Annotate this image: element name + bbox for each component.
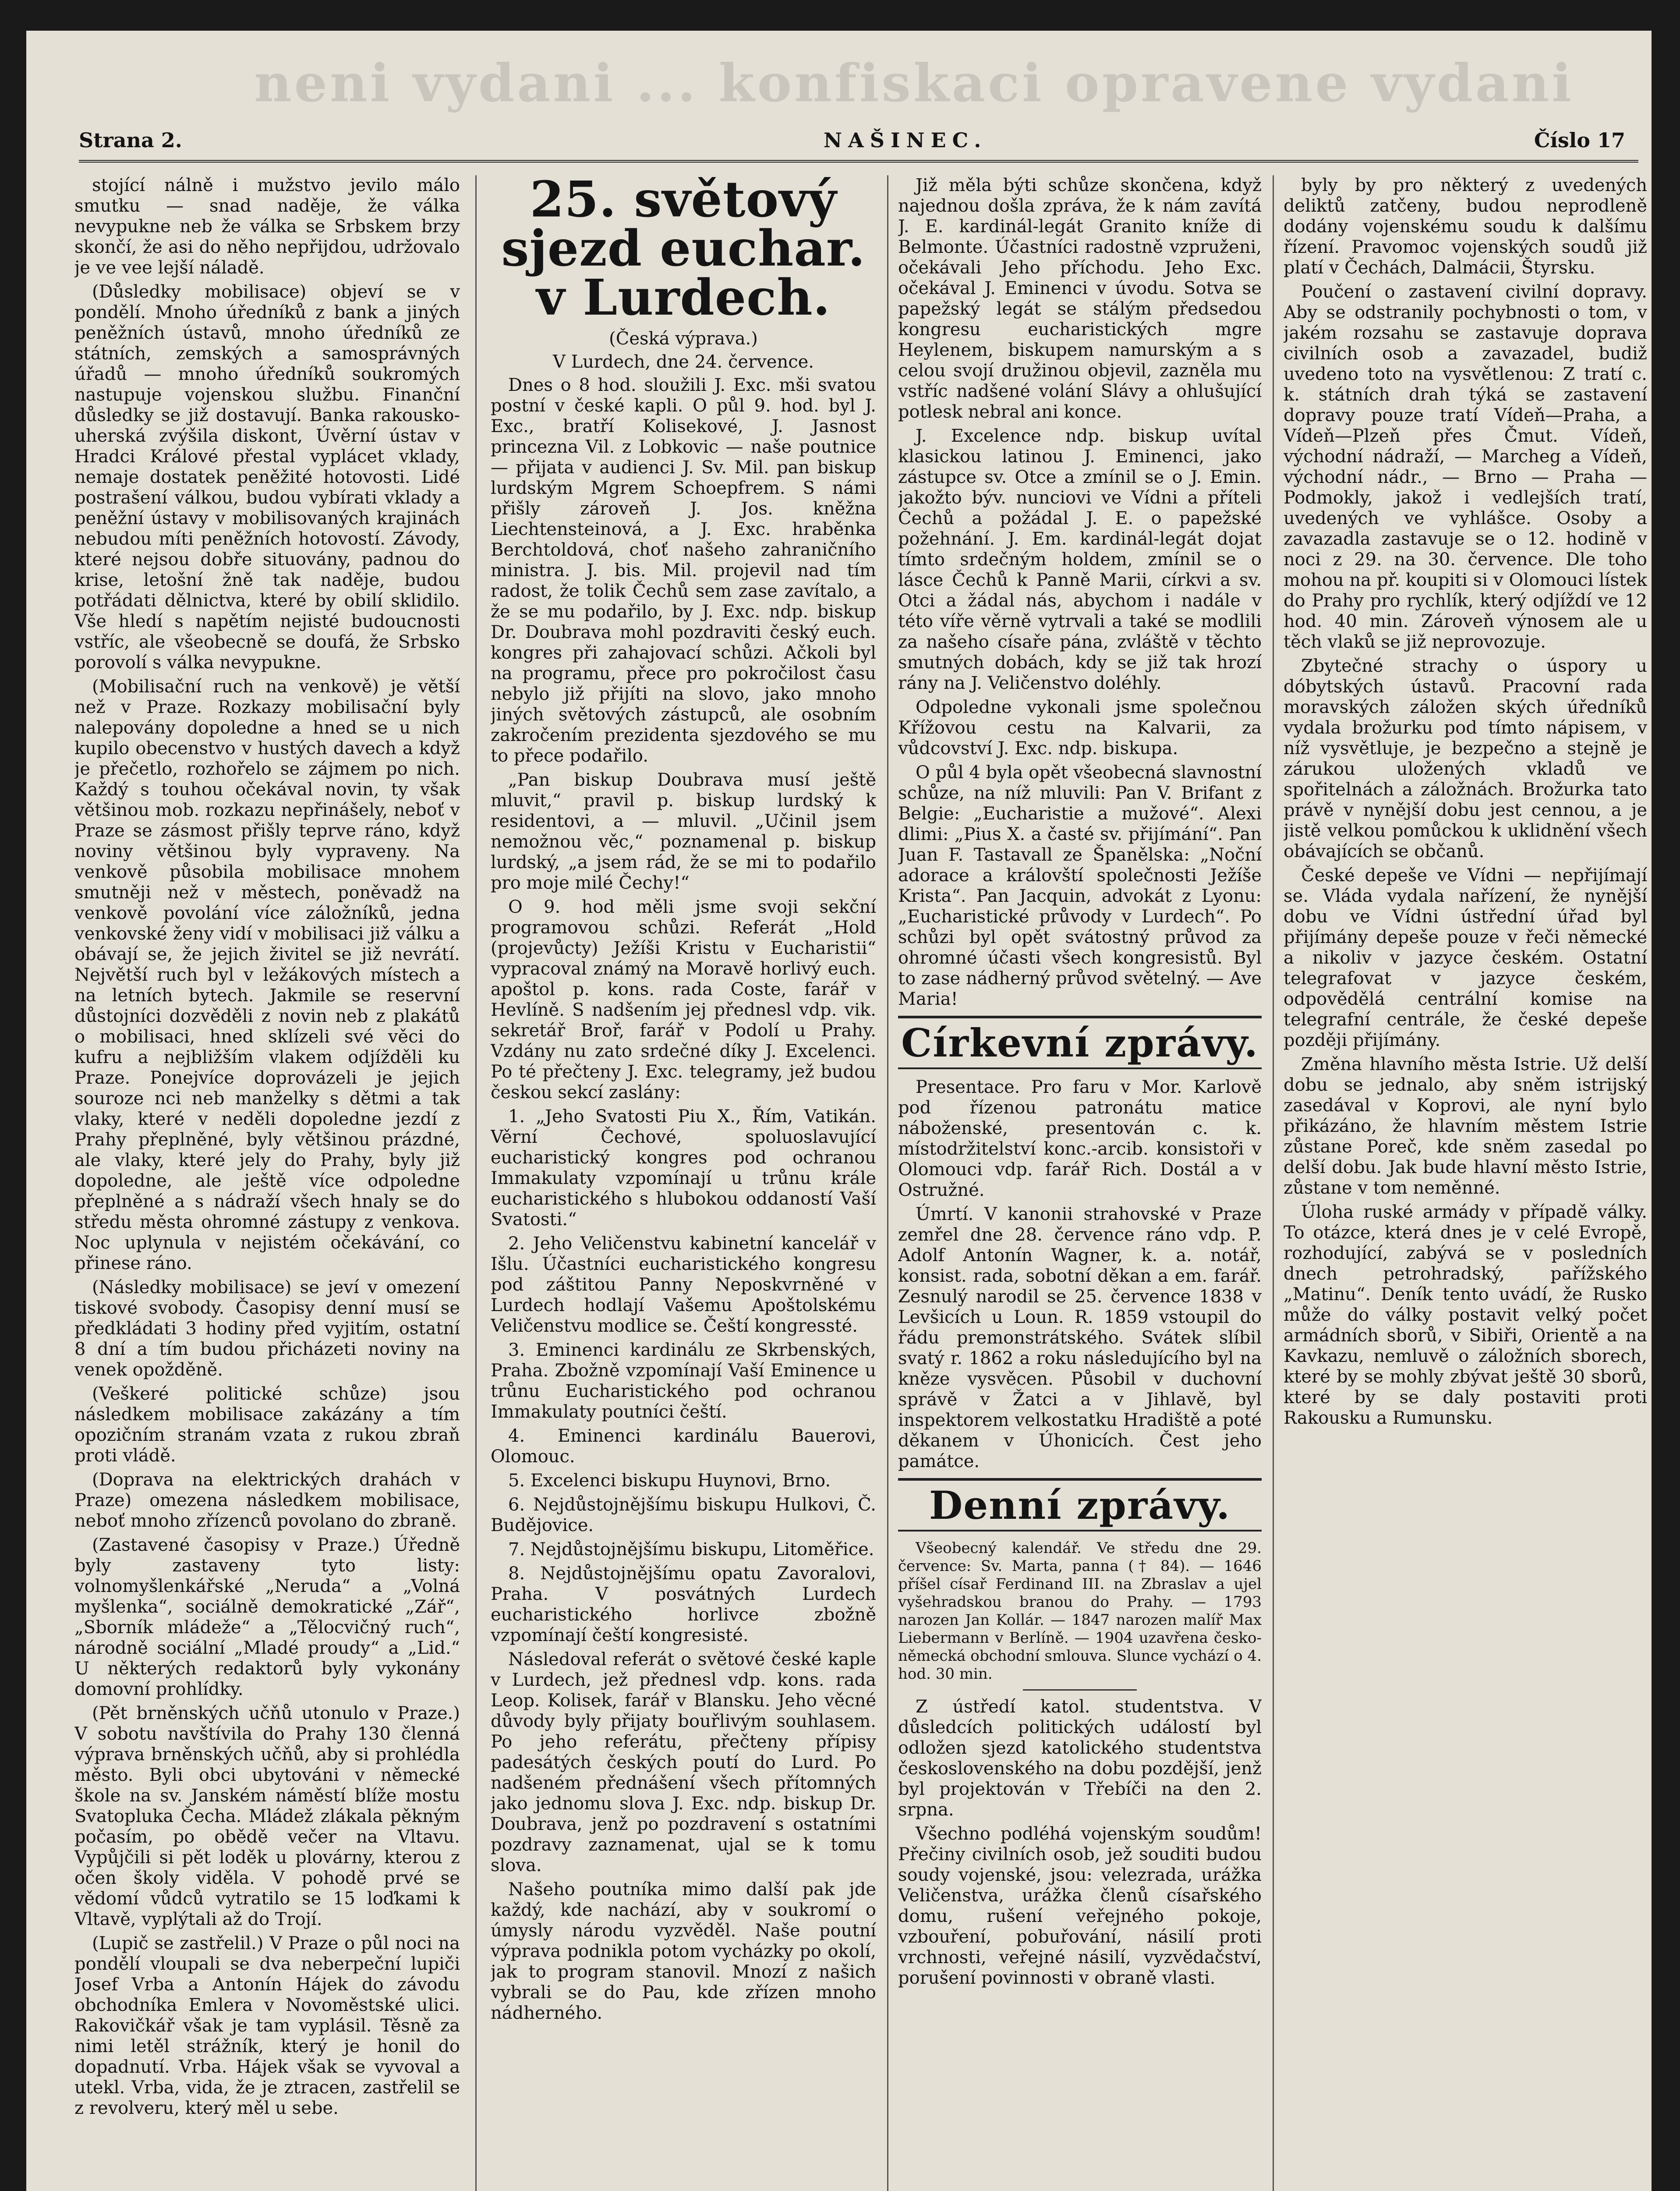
article-paragraph: (Pět brněnských učňů utonulo v Praze.) V sobotu navštívila do Prahy 130 členná výprava brněnských učňů, aby si prohlédla město. Byli obci ubytováni v německé škole na sv. Janském náměstí blíže mostu Svatopluka Čecha. Mládež zlákala pěkným počasím, po obědě večer na Vltavu. Vypůjčili si pět loděk u plovárny, kterou z očen školy viděla. V pohodě prvé se vědomí vůdců vytratilo se 15 loďkami k Vltavě, vyplýtali až do Trojí. — [74, 1703, 460, 1929]
article-paragraph: (Doprava na elektrických drahách v Praze) omezena následkem mobilisace, neboť mnoho zřízenců povolano do zbraně. — [74, 1470, 460, 1531]
ghost-bleed-through-text: neni vydani ... konfiskaci opravene vydani — [254, 53, 1574, 113]
article-paragraph: 1. „Jeho Svatosti Piu X., Řím, Vatikán. Věrní Čechové, spoluoslavující eucharistický kongres pod ochranou Immakulaty vzpomínají u trůnu krále eucharistického s hlubokou oddaností Vaší Svatosti.“ — [491, 1106, 876, 1230]
article-dateline: V Lurdech, dne 24. července. — [552, 352, 814, 372]
article-paragraph: 8. Nejdůstojnějšímu opatu Zavoralovi, Praha. V posvátných Lurdech eucharistického horlivce zbožně vzpomínají čeští kongresisté. — [491, 1563, 876, 1645]
section-heading-box — [898, 1478, 1262, 1532]
column-rule — [887, 175, 888, 2191]
news-item: Poučení o zastavení civilní dopravy. Aby se odstranily pochybnosti o tom, v jakém rozsahu se zastavuje doprava civilních osob a zavazadel, budiž uvedeno toto na vysvětlenou: Z tratí c. k. státních drah týká se zastavení dopravy pouze tratí Vídeň—Praha, a Vídeň—Plzeň přes Čmut. Vídeň, východní nádraží, — Marcheg a Vídeň, východní nádr., — Brno — Praha — Podmokly, jakož i vedlejších tratí, uvedených ve vyhlášce. Osoby a zavazadla zastavuje se o 12. hodině v noci z 29. na 30. července. Dle toho mohou na př. koupiti si v Olomouci lístek do Prahy pro rychlík, který odjíždí ve 12 hod. 40 min. Zároveň výnosem ale u těch vlaků se již neprovozuje. — [1284, 282, 1647, 652]
column-1 — [74, 175, 460, 2191]
article-paragraph: Již měla býti schůze skončena, když najednou došla zpráva, že k nám zavítá J. E. kardinál-legát Granito kníže di Belmonte. Účastníci radostně vzpruženi, očekávali Jeho příchodu. Jeho Exc. očekával J. Eminenci v úvodu. Sotva se papežský legát se stálým předsedou kongresu eucharistických mgre Heylenem, biskupem namurským a s celou svojí družinou objevil, zazněla mu vstříc nadšené volání Slávy a ohlušující potlesk nebral ani konce. — [898, 175, 1262, 422]
issue-number: Číslo 17 — [1534, 128, 1625, 152]
article-paragraph: „Pan biskup Doubrava musí ještě mluvit,“ pravil p. biskup lurdský k residentovi, a — mluvil. „Učinil jsem nemožnou věc,“ poznamenal p. biskup lurdský, „a jsem rád, že se mi to podařilo pro moje milé Čechy!“ — [491, 770, 876, 893]
article-paragraph: (Lupič se zastřelil.) V Praze o půl noci na pondělí vloupali se dva neberpeční lupiči Josef Vrba a Antonín Hájek do závodu obchodníka Emlera v Novoměstské ulici. Rakovičkář však je tam vyplásil. Těsně za nimi letěl strážník, který je honil do dopadnutí. Vrba. Hájek však se vyvoval a utekl. Vrba, vida, že je ztracen, zastřelil se z revolveru, který měl u sebe. — [74, 1933, 460, 2118]
article-paragraph: Následoval referát o světové české kaple v Lurdech, jež přednesl vdp. kons. rada Leop. Kolisek, farář v Blansku. Jeho věcné důvody byly přijaty bouřlivým souhlasem. Po jeho referátu, přečteny přípisy padesátých českých poutí do Lurd. Po nadšeném přednášení všech přítomných jako jednomu slova J. Exc. ndp. biskup Dr. Doubrava, jenž po pozdravení s ostatními pozdravy zaznamenat, ujal se k tomu slova. — [491, 1649, 876, 1875]
section-heading-box — [898, 1016, 1262, 1069]
section-title-daily-news: Denní zprávy. — [929, 1482, 1231, 1528]
column-2 — [491, 175, 876, 2191]
article-paragraph: O půl 4 byla opět všeobecná slavnostní schůze, na níž mluvili: Pan V. Brifant z Belgie: „Eucharistie a mužové“. Alexi dlimi: „Pius X. a časté sv. přijímání“. Pan Juan F. Tastavall ze Španělska: „Noční adorace a královští společnosti Ježíše Krista“. Pan Jacquin, advokát z Lyonu: „Eucharistické průvody v Lurdech“. Po schůzi byl opět svátostný průvod za ohromné účasti všech kongresistů. Byl to zase nádherný průvod světelný. — Ave Maria! — [898, 762, 1262, 1009]
article-paragraph: 2. Jeho Veličenstvu kabinetní kancelář v Išlu. Účastníci eucharistického kongresu pod záštitou Panny Neposkvrněné v Lurdech hodlají Vašemu Apoštolskému Veličenstvu modlice se. Čeští kongressté. — [491, 1234, 876, 1336]
article-subtitle: (Česká výprava.) — [609, 329, 758, 349]
article-paragraph: J. Excelence ndp. biskup uvítal klasickou latinou J. Eminenci, jako zástupce sv. Otce a zmínil se o J. Emin. jakožto býv. nunciovi ve Vídni a příteli Čechů a požádal J. E. o papežské požehnání. J. Em. kardinál-legát dojat tímto srdečným holdem, zmínil se o lásce Čechů k Panně Marii, církvi a sv. Otci a žádal nás, abychom i nadále v této víře věrně vytrvali a také se modlili za našeho císaře pána, zvláště v těchto smutných dobách, kdy se již tak hrozí rány na J. Veličenstvo doléhly. — [898, 426, 1262, 693]
column-rule — [475, 175, 477, 2191]
article-paragraph: 4. Eminenci kardinálu Bauerovi, Olomouc. — [491, 1426, 876, 1467]
article-paragraph: 6. Nejdůstojnějšímu biskupu Hulkovi, Č. Budějovice. — [491, 1495, 876, 1535]
news-item: Úmrtí. V kanonii strahovské v Praze zemřel dne 28. července ráno vdp. P. Adolf Antonín Wagner, k. a. notář, konsist. rada, sobotní děkan a em. farář. Zesnulý narodil se 25. července 1838 v Levšicích u Loun. R. 1859 vstoupil do řádu premonstrátského. Svátek slíbil svatý r. 1862 a roku následujícího byl na kněze vysvěcen. Působil v duchovní správě v Žatci a v Jihlavě, byl inspektorem velkostatku Hradiště a poté děkanem v Úhonicích. Čest jeho památce. — [898, 1204, 1262, 1471]
article-paragraph: (Následky mobilisace) se jeví v omezení tiskové svobody. Časopisy denní musí se předkládati 3 hodiny před vyjitím, ostatní 8 dní a tím budou přicházeti noviny na venek opožděně. — [74, 1277, 460, 1380]
article-paragraph: (Mobilisační ruch na venkově) je větší než v Praze. Rozkazy mobilisační byly nalepovány dopoledne a hned se u nich kupilo obecenstvo v hustých davech a když je přečetlo, rozhořelo se zájmem po nich. Každý s touhou očekával novin, ty však většinou mob. rozkazu nepřinášely, neboť v Praze se zásmost přišly teprve ráno, když noviny většinou byly vypraveny. Na venkově působila mobilisace mnohem smutněji než v městech, poněvadž na venkově povolání více záložníků, jedna venkovské ženy vidí v mobilisaci již válku a obávají se, že jejich živitel se již nevrátí. Největší ruch byl v ležákových místech a na letních bytech. Jakmile se reservní důstojníci dozvěděli z novin neb z plakátů o mobilisaci, hned sklízeli své věci do kufru a nejbližším vlakem odjížděli ku Praze. Ponejvíce doprovázeli je jejich souroze nci neb manželky s dětmi a tak vlaky, které v neděli dopoledne jezdí z Prahy přeplněné, byly většinou prázdné, ale vlaky, které jely do Prahy, byly již dopoledne, ale ještě více odpoledne přeplněné a s nádraží všech hnaly se do středu města ohromné zástupy z venkova. Noc uplynula v nejistém očekávání, co přinese ráno. — [74, 677, 460, 1273]
news-item: Zbytečné strachy o úspory u dóbytských ústavů. Pracovní rada moravských záložen ských úředníků vydala brožurku pod tímto nápisem, v níž vysvětluje, je bezpečno a stejně je zárukou uložených vkladů ve spořitelnách a záložnách. Brožurka tato právě v nynější dobu jest cennou, a je jistě velkou pomůckou k uklidnění všech obávajících se občanů. — [1284, 656, 1647, 862]
article-paragraph: 7. Nejdůstojnějšímu biskupu, Litoměřice. — [508, 1539, 874, 1560]
article-paragraph: (Zastavené časopisy v Praze.) Úředně byly zastaveny tyto listy: volnomyšlenkářské „Neruda“ a „Volná myšlenka“, sociálně demokratické „Zář“, „Sborník mládeže“ a „Tělocvičný ruch“, národně sociální „Mladé proudy“ a „Lid.“ U některých redaktorů byly vykonány domovní prohlídky. — [74, 1535, 460, 1699]
separator — [1023, 1689, 1137, 1691]
article-paragraph: O 9. hod měli jsme svoji sekční programovou schůzi. Referát „Hold (projevůcty) Ježíši Kristu v Eucharistii“ vypracoval známý na Moravě horlivý euch. apoštol p. kons. rada Coste, farář v Hevlíně. S nadšením jej přednesl vdp. vik. sekretář Broř, farář v Podolí u Prahy. Vzdány nu zato srdečné díky J. Excelenci. Po té přečteny J. Exc. telegramy, jež budou českou sekcí zaslány: — [491, 897, 876, 1103]
page-number: Strana 2. — [79, 128, 182, 152]
page-header — [79, 125, 1638, 163]
article-paragraph: Dnes o 8 hod. sloužili J. Exc. mši svatou postní v české kapli. O půl 9. hod. byl J. Exc., bratří Kolisekové, J. Jasnost princezna Vil. z Lobkovic — naše poutnice — přijata v audienci J. Sv. Mil. pan biskup lurdským Mgrem Schoepfrem. S námi přišly zároveň J. Jos. kněžna Liechtensteinová, a J. Exc. hraběnka Berchtoldová, choť našeho zahraničního ministra. J. bis. Mil. projevil nad tím radost, že tolik Čechů sem zase zavítalo, a že se mu podařilo, by J. Exc. ndp. biskup Dr. Doubrava mohl pozdraviti český euch. kongres při zahajovací schůzi. Ačkoli byl na programu, přece pro pokročilost času nebylo již přijíti na slovo, jako mnoho jiných světových zástupců, ale osobním zakročením prezidenta sjezdového se mu to přece podařilo. — [491, 375, 876, 766]
article-paragraph: stojící nálně i mužstvo jevilo málo smutku — snad naděje, že válka nevypukne neb že válka se Srbskem brzy skončí, že asi do něho nepřijdou, udržovalo je ve vee lejší náladě. — [74, 175, 460, 278]
column-3 — [898, 175, 1262, 2191]
article-paragraph: (Důsledky mobilisace) objeví se v pondělí. Mnoho úředníků z bank a jiných peněžních ústavů, mnoho úředníků ze státních, zemských a samosprávných úřadů — mnoho úředníků soukromých nastupuje vojenskou službu. Finanční důsledky se již dostavují. Banka rakousko-uherská zvýšila diskont, Úvěrní ústav v Hradci Králové přestal vyplácet vklady, nemaje dostatek peněžité hotovosti. Lidé postrašení válkou, budou vybírati vklady a peněžní ústavy v mobilisovaných krajinách nebudou míti peněžních hotovostí. Závody, které nejsou dobře situovány, padnou do krise, letošní žně tak naděje, budou potřádati dělnictva, které by obilí sklidilo. Vše hledí s napětím nejisté budoucnosti vstříc, ale všeobecně se doufá, že Srbsko porovolí s válka nevypukne. — [74, 282, 460, 673]
masthead: NAŠINEC. — [824, 128, 987, 152]
article-paragraph: 3. Eminenci kardinálu ze Skrbenských, Praha. Zbožně vzpomínají Vaší Eminence u trůnu Eucharistického pod ochranou Immakulaty poutníci čeští. — [491, 1340, 876, 1422]
news-item: Všeobecný kalendář. Ve středu dne 29. července: Sv. Marta, panna († 84). — 1646 příšel císař Ferdinand III. na Zbraslav a ujel vyšehradskou branou do Prahy. — 1793 narozen Jan Kollár. — 1847 narozen malíř Max Liebermann v Berlíně. — 1904 uzavřena česko-německá obchodní smlouva. Slunce vychází o 4. hod. 30 min. — [898, 1539, 1262, 1683]
column-rule — [1273, 175, 1274, 2191]
article-paragraph: Odpoledne vykonali jsme společnou Křížovou cestu na Kalvarii, za vůdcovství J. Exc. ndp. biskupa. — [898, 697, 1262, 759]
article-paragraph: Našeho poutníka mimo další pak jde každý, kde nachází, aby v soukromí o úmysly národu vyzvěděl. Naše poutní výprava podnikla potom vycházky po okolí, jak to program stanovil. Mnozí z našich vybrali se do Pau, kde zřízen mnoho nádherného. — [491, 1879, 876, 2023]
article-paragraph: (Veškeré politické schůze) jsou následkem mobilisace zakázány a tím opozičním stranám vzata z rukou zbraň proti vládě. — [74, 1384, 460, 1466]
news-item: Úloha ruské armády v případě války. To otázce, která dnes je v celé Evropě, rozhodující, zabývá se v posledních dnech petrohradský, pařížského „Matinu“. Deník tento uvádí, že Rusko může do války postavit velký počet armádních sborů, v Sibiři, Orientě a na Kavkazu, nemluvě o záložních sborech, které by se mohly zbývat ještě 30 sborů, které by se daly postaviti proti Rakousku a Rumunsku. — [1284, 1202, 1647, 1428]
column-4 — [1284, 175, 1647, 2191]
news-item: Všechno podléhá vojenským soudům! Přečiny civilních osob, jež souditi budou soudy vojenské, jsou: velezrada, urážka Veličenstva, urážka členů císařského domu, rušení veřejného pokoje, vzbouření, pobuřování, násilí proti vrchnosti, veřejné násilí, vyzvědačství, porušení povinnosti v obraně vlasti. — [898, 1824, 1262, 1988]
news-item: České depeše ve Vídni — nepřijímají se. Vláda vydala nařízení, že nynější dobu ve Vídni ústřední úřad byl přijímány depeše pouze v řeči německé a nikoliv v jazyce českém. Ostatní telegrafovat v jazyce českém, odpovědělá centrální komise na telegrafní centrále, že české depeše později přijímány. — [1284, 865, 1647, 1050]
news-item: Z ústředí katol. studentstva. V důsledcích politických událostí byl odložen sjezd katolického studentstva československého na dobu pozdější, jenž byl projektován v Třebíči na den 2. srpna. — [898, 1697, 1262, 1820]
section-title-church-news: Církevní zprávy. — [901, 1020, 1259, 1066]
newspaper-page — [26, 31, 1652, 2191]
news-item: Změna hlavního města Istrie. Už delší dobu se jednalo, aby sněm istrijský zasedával v Koprovi, ale nyní bylo přikázáno, že hlavním městem Istrie zůstane Poreč, kde sněm zasedal po delší dobu. Jak bude hlavní město Istrie, zůstane v tom neměnné. — [1284, 1054, 1647, 1198]
news-item: byly by pro některý z uvedených deliktů zatčeny, budou neprodleně dodány vojenskému soudu k dalšímu řízení. Pravomoc vojenských soudů již platí v Čechách, Dalmácii, Štyrsku. — [1284, 175, 1647, 278]
article-paragraph: 5. Excelenci biskupu Huynovi, Brno. — [508, 1471, 831, 1491]
news-item: Presentace. Pro faru v Mor. Karlově pod řízenou patronátu matice náboženské, presentován c. k. místodržitelství konc.-arcib. konsistoři v Olomouci vdp. farář Rich. Dostál a v Ostružné. — [898, 1077, 1262, 1200]
article-headline: 25. světový sjezd euchar. v Lurdech. — [501, 175, 866, 326]
